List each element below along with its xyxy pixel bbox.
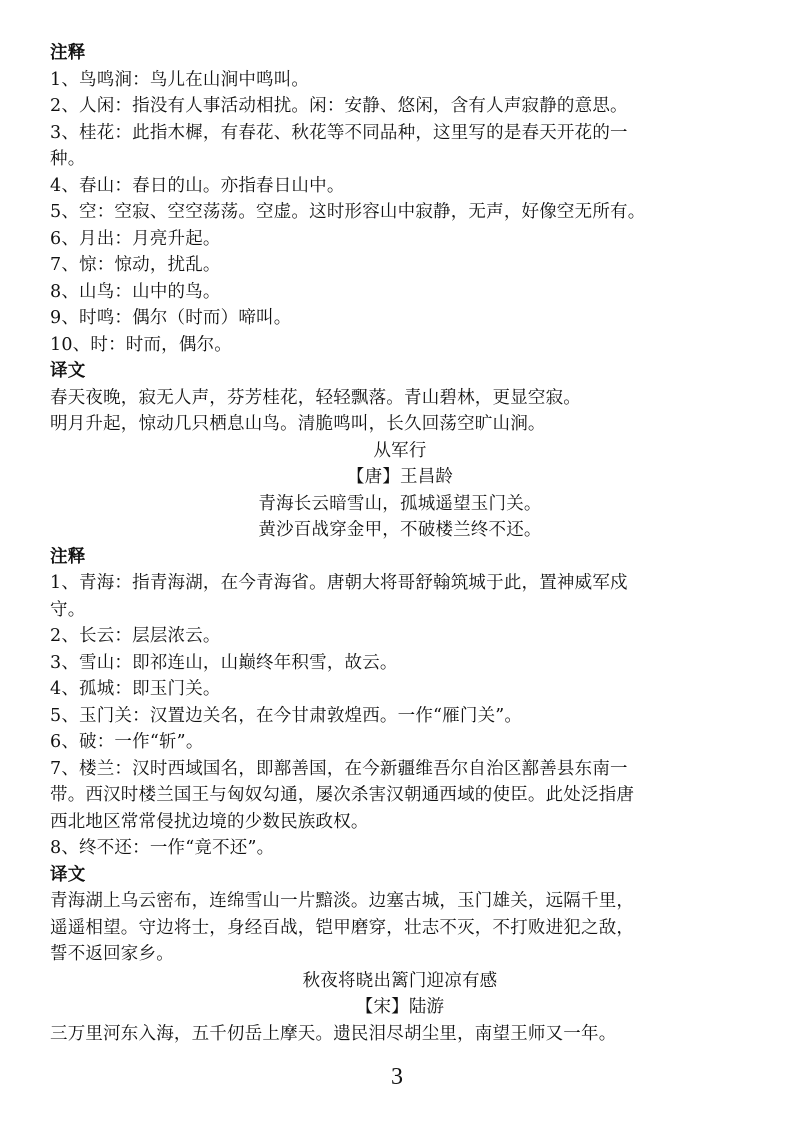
document-page (50, 40, 750, 1047)
note-item: 7、楼兰：汉时西域国名，即鄯善国，在今新疆维吾尔自治区鄯善县东南一 (50, 758, 628, 779)
note-item: 1、鸟鸣涧：鸟儿在山涧中鸣叫。 (50, 69, 310, 90)
note-item: 种。 (50, 149, 86, 169)
translation-heading: 译文 (50, 864, 86, 885)
translation-line: 遥遥相望。守边将士，身经百战，铠甲磨穿，壮志不灭，不打败进犯之敌， (50, 917, 635, 938)
note-item: 守。 (50, 599, 86, 620)
note-item: 4、孤城：即玉门关。 (50, 679, 221, 699)
poem-line: 三万里河东入海，五千仞岳上摩天。遗民泪尽胡尘里，南望王师又一年。 (50, 1023, 617, 1044)
note-item: 2、长云：层层浓云。 (50, 626, 221, 646)
poem-author: 【唐】王昌龄 (346, 467, 454, 487)
translation-line: 誓不返回家乡。 (50, 944, 174, 964)
poem-title: 从军行 (373, 440, 427, 461)
poem-line: 黄沙百战穿金甲，不破楼兰终不还。 (258, 520, 542, 540)
note-item: 西北地区常常侵扰边境的少数民族政权。 (50, 811, 369, 832)
poem-line: 青海长云暗雪山，孤城遥望玉门关。 (258, 493, 542, 514)
note-item: 8、山鸟：山中的鸟。 (50, 281, 221, 302)
notes-heading: 注释 (50, 546, 86, 567)
note-item: 8、终不还：一作“竟不还”。 (50, 838, 275, 858)
note-item: 10、时：时而，偶尔。 (50, 334, 232, 355)
poem-author: 【宋】陆游 (355, 997, 445, 1017)
note-item: 2、人闲：指没有人事活动相扰。闲：安静、悠闲，含有人声寂静的意思。 (50, 96, 628, 116)
note-item: 6、破：一作“斩”。 (50, 732, 204, 752)
page-number: 3 (391, 1064, 403, 1090)
note-item: 6、月出：月亮升起。 (50, 228, 221, 249)
note-item: 5、空：空寂、空空荡荡。空虚。这时形容山中寂静，无声，好像空无所有。 (50, 202, 646, 222)
notes-heading: 注释 (50, 43, 86, 63)
poem-title: 秋夜将晓出篱门迎凉有感 (302, 970, 498, 991)
translation-line: 明月升起，惊动几只栖息山鸟。清脆鸣叫，长久回荡空旷山涧。 (50, 414, 546, 434)
translation-line: 青海湖上乌云密布，连绵雪山一片黯淡。边塞古城，玉门雄关，远隔千里， (50, 891, 635, 911)
translation-line: 春天夜晚，寂无人声，芬芳桂花，轻轻飘落。青山碧林，更显空寂。 (50, 387, 581, 408)
note-item: 9、时鸣：偶尔（时而）啼叫。 (50, 308, 292, 328)
note-item: 4、春山：春日的山。亦指春日山中。 (50, 175, 345, 196)
note-item: 7、惊：惊动，扰乱。 (50, 255, 221, 275)
note-item: 带。西汉时楼兰国王与匈奴勾通，屡次杀害汉朝通西域的使臣。此处泛指唐 (50, 785, 635, 805)
note-item: 1、青海：指青海湖，在今青海省。唐朝大将哥舒翰筑城于此，置神威军戍 (50, 573, 628, 593)
translation-heading: 译文 (50, 361, 86, 381)
note-item: 5、玉门关：汉置边关名，在今甘肃敦煌西。一作“雁门关”。 (50, 705, 523, 726)
note-item: 3、雪山：即祁连山，山巅终年积雪，故云。 (50, 652, 398, 673)
note-item: 3、桂花：此指木樨，有春花、秋花等不同品种，这里写的是春天开花的一 (50, 122, 628, 143)
